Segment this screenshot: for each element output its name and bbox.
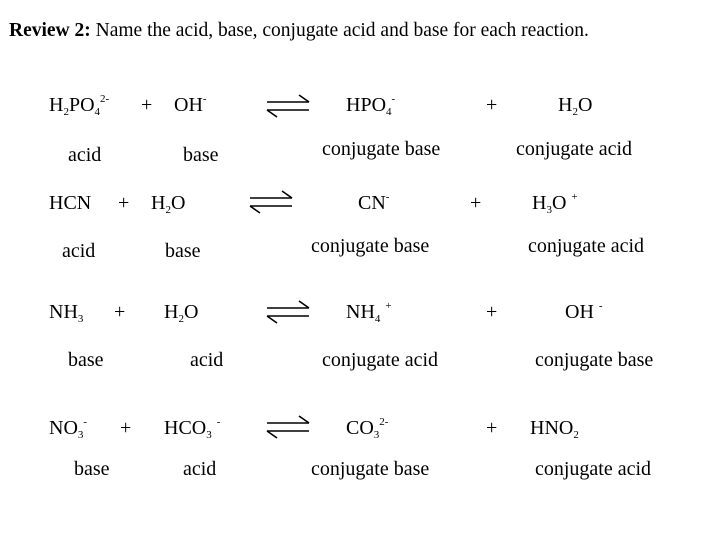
label-reactant-2: acid	[183, 458, 217, 480]
label-reactant-1: acid	[68, 144, 102, 166]
label-product-2: conjugate base	[535, 349, 654, 371]
label-reactant-1: acid	[62, 240, 96, 262]
label-product-1: conjugate base	[311, 235, 430, 257]
reactant-base-formula: OH-	[174, 93, 207, 116]
reactant-base-formula: $NH_3$	[49, 301, 84, 325]
label-product-2: conjugate acid	[535, 458, 652, 480]
product-2-formula: $HNO_2$	[530, 417, 579, 441]
plus-sign: +	[486, 94, 498, 116]
label-reactant-1: base	[74, 458, 110, 480]
plus-sign: +	[486, 417, 498, 439]
product-2-formula: OH -	[565, 300, 603, 323]
title-bold: Review 2:	[9, 20, 91, 41]
reactant-acid-formula: $H_2O$	[164, 301, 199, 325]
label-product-1: conjugate base	[311, 458, 430, 480]
plus-sign: +	[114, 301, 126, 323]
label-reactant-2: base	[165, 240, 201, 262]
product-2-formula: $H_2O$	[558, 94, 593, 118]
reactant-base-formula: $NO_3^-$	[49, 416, 88, 441]
product-1-formula: $CO_3^{2-}$	[346, 416, 389, 441]
plus-sign: +	[470, 192, 482, 214]
label-reactant-2: base	[183, 144, 219, 166]
title-text: Name the acid, base, conjugate acid and base for each reaction.	[95, 20, 589, 41]
product-1-formula: $NH_4$ +	[346, 300, 392, 325]
label-product-1: conjugate acid	[322, 349, 439, 371]
product-2-formula: $H_3O$ +	[532, 191, 578, 216]
reactant-acid-formula: HCN	[49, 192, 92, 214]
reactant-acid-formula: $H_2PO_4^{2-}$	[49, 93, 110, 118]
reactant-acid-formula: $HCO_3$ -	[164, 416, 221, 441]
label-reactant-1: base	[68, 349, 104, 371]
label-product-2: conjugate acid	[528, 235, 645, 257]
label-product-2: conjugate acid	[516, 138, 633, 160]
label-reactant-2: acid	[190, 349, 224, 371]
plus-sign: +	[120, 417, 132, 439]
equilibrium-arrow-icon	[263, 94, 313, 118]
product-1-formula: CN-	[358, 191, 390, 214]
plus-sign: +	[118, 192, 130, 214]
label-product-1: conjugate base	[322, 138, 441, 160]
reactant-base-formula: $H_2O$	[151, 192, 186, 216]
plus-sign: +	[141, 94, 153, 116]
equilibrium-arrow-icon	[246, 190, 296, 214]
equilibrium-arrow-icon	[263, 300, 313, 324]
page-title	[9, 20, 589, 42]
equilibrium-arrow-icon	[263, 415, 313, 439]
product-1-formula: $HPO_4^-$	[346, 93, 396, 118]
plus-sign: +	[486, 301, 498, 323]
